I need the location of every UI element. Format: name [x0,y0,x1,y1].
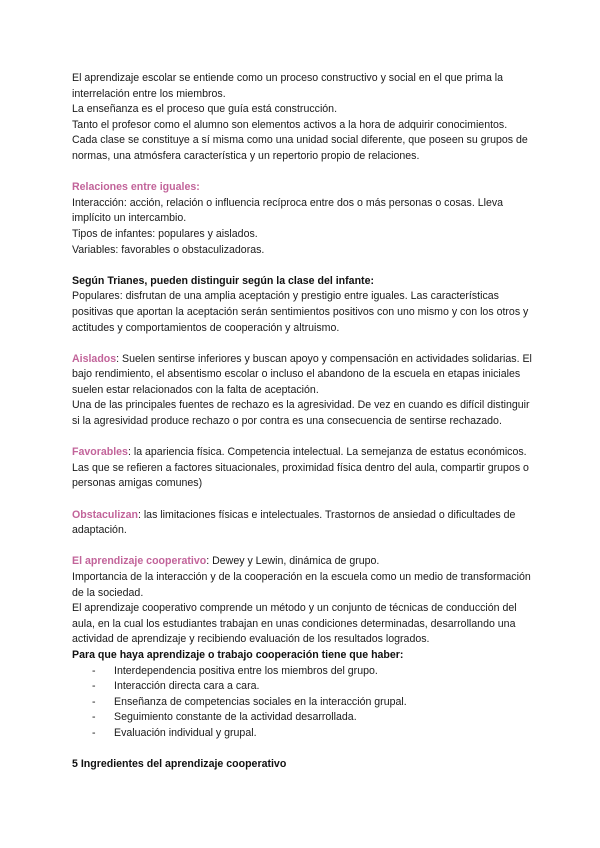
ingredientes-heading: 5 Ingredientes del aprendizaje cooperativo [72,758,287,771]
intro-paragraph: Cada clase se constituye a sí misma como una unidad social diferente, que poseen su grupos de normas, una atmósfera característica y un repertorio propio de relaciones. [72,134,528,162]
list-item: - Evaluación individual y grupal. [92,726,540,742]
intro-paragraph: La enseñanza es el proceso que guía está construcción. [72,103,338,116]
aislados-label: Aislados [72,352,117,365]
relaciones-line: Interacción: acción, relación o influencia recíproca entre dos o más personas o cosas. Lleva implícito un intercambio. [72,196,504,225]
list-item: - Interdependencia positiva entre los miembros del grupo. [92,664,540,680]
obstaculizan-text: : las limitaciones físicas e intelectuales. Trastornos de ansiedad o dificultades de adaptación. [72,508,516,537]
list-item: - Enseñanza de competencias sociales en la interacción grupal. [92,695,540,711]
cooperativo-label: El aprendizaje cooperativo [72,555,207,568]
aislados-paragraph-2: Una de las principales fuentes de rechazo es la agresividad. De vez en cuando es difícil distinguir si la agresividad produce rechazo o por contra es una consecuencia de sentirse rechazado. [72,399,530,428]
relaciones-line: Tipos de infantes: populares y aislados. [72,227,258,240]
list-item: - Seguimiento constante de la actividad desarrollada. [92,710,540,726]
intro-paragraph: Tanto el profesor como el alumno son elementos activos a la hora de adquirir conocimientos. [72,118,508,131]
list-item: - Interacción directa cara a cara. [92,679,540,695]
cooperativo-paragraph [72,554,540,570]
relaciones-heading: Relaciones entre iguales: [72,181,200,194]
cooperativo-subheading: Para que haya aprendizaje o trabajo cooperación tiene que haber: [72,648,404,661]
relaciones-line: Variables: favorables o obstaculizadoras. [72,243,265,256]
cooperativo-line: Importancia de la interacción y de la cooperación en la escuela como un medio de transformación de la sociedad. [72,571,531,599]
aislados-text: : Suelen sentirse inferiores y buscan apoyo y compensación en actividades solidarias. El bajo rendimiento, el absentismo escolar o incluso el abandono de la escuela en etapas iniciales suelen estar relacionados con la falta de aceptación. [72,352,532,396]
obstaculizan-paragraph [72,508,540,539]
populares-paragraph: Populares: disfrutan de una amplia aceptación y prestigio entre iguales. Las características positivas que aportan la aceptación serán sentimientos positivos con uno mismo y con los otros y actitudes y comportamientos de cooperación y altruismo. [72,290,529,334]
intro-paragraph: El aprendizaje escolar se entiende como un proceso constructivo y social en el que prima la interrelación entre los miembros. [72,72,504,100]
favorables-paragraph [72,445,540,492]
cooperativo-list [72,664,540,742]
cooperativo-text: : Dewey y Lewin, dinámica de grupo. [206,555,380,568]
obstaculizan-label: Obstaculizan [72,508,138,521]
aislados-paragraph [72,352,540,399]
cooperativo-line: El aprendizaje cooperativo comprende un método y un conjunto de técnicas de conducción del aula, en la cual los estudiantes trabajan en unas condiciones determinadas, desarrollando una actividad de aprendizaje y recibiendo evaluación de los resultados logrados. [72,602,517,646]
trianes-heading: Según Trianes, pueden distinguir según la clase del infante: [72,274,374,287]
favorables-label: Favorables [72,446,128,459]
favorables-text: : la apariencia física. Competencia intelectual. La semejanza de estatus económicos. Las que se refieren a factores situacionales, proximidad física dentro del aula, compartir grupos o personas amigas comunes) [72,446,529,490]
